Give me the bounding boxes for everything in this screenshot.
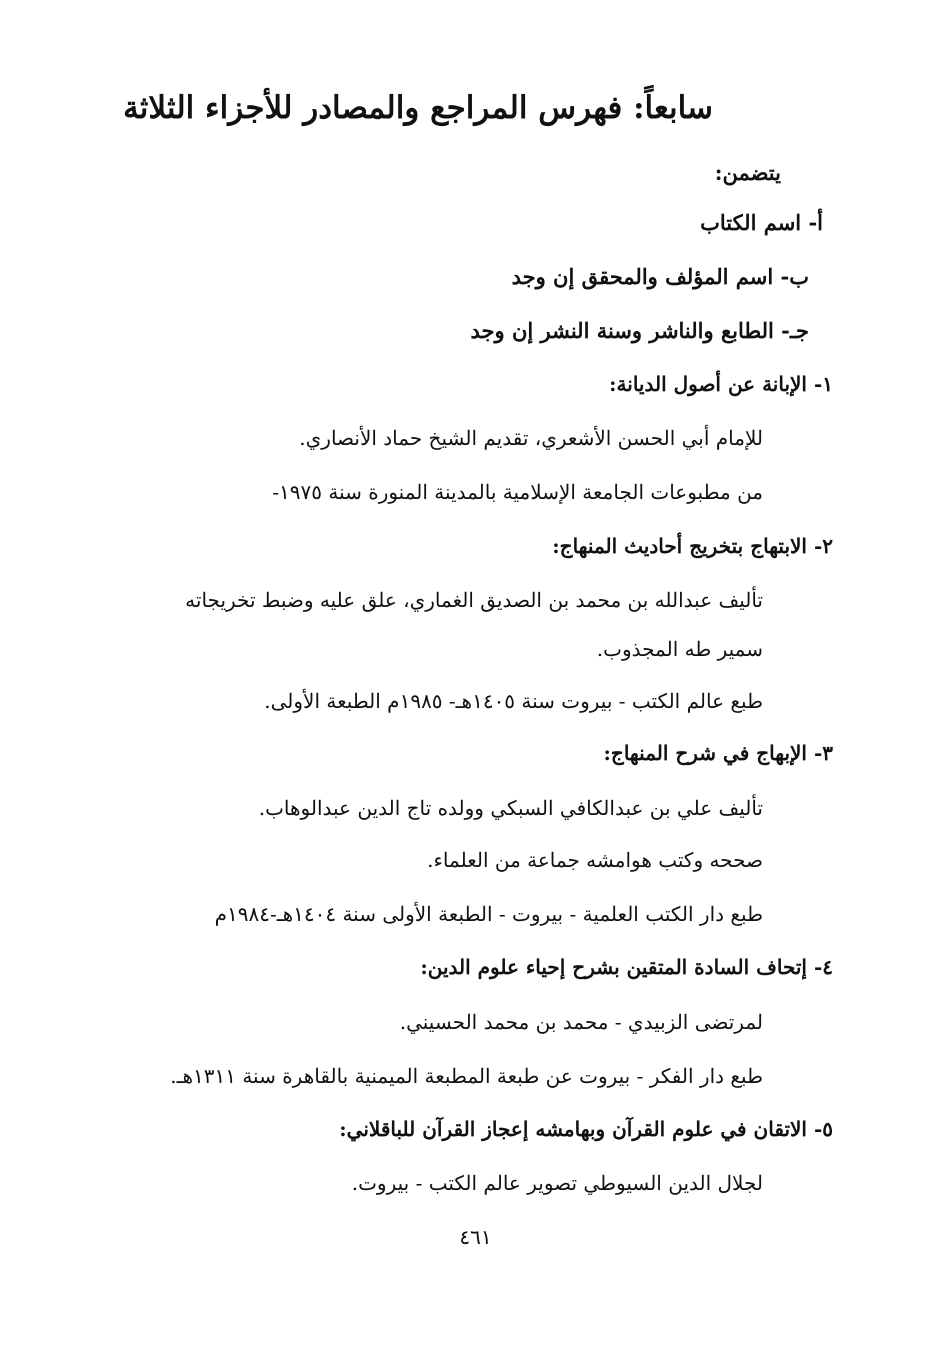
entry-3-line-1: تأليف علي بن عبدالكافي السبكي وولده تاج الدين عبدالوهاب. bbox=[258, 796, 763, 820]
entry-1-heading: ١- الإبانة عن أصول الديانة: bbox=[609, 372, 833, 396]
entry-5-heading: ٥- الاتقان في علوم القرآن وبهامشه إعجاز القرآن للباقلاني: bbox=[339, 1117, 833, 1141]
entry-1-line-2: من مطبوعات الجامعة الإسلامية بالمدينة المنورة سنة ١٩٧٥- bbox=[272, 480, 763, 504]
entry-2-heading: ٢- الابتهاج بتخريج أحاديث المنهاج: bbox=[552, 534, 833, 558]
entry-3-heading: ٣- الإبهاج في شرح المنهاج: bbox=[603, 741, 833, 765]
page-title: سابعاً: فهرس المراجع والمصادر للأجزاء الثلاثة bbox=[123, 90, 713, 126]
entry-1-line-1: للإمام أبي الحسن الأشعري، تقديم الشيخ حماد الأنصاري. bbox=[299, 426, 763, 450]
entry-4-line-2: طبع دار الفكر - بيروت عن طبعة المطبعة الميمنية بالقاهرة سنة ١٣١١هـ. bbox=[170, 1064, 763, 1088]
entry-4-heading: ٤- إتحاف السادة المتقين بشرح إحياء علوم الدين: bbox=[420, 955, 833, 979]
entry-2-line-2: سمير طه المجذوب. bbox=[596, 637, 763, 661]
intro-label: يتضمن: bbox=[714, 160, 781, 185]
intro-item-a: أ- اسم الكتاب bbox=[700, 210, 823, 235]
intro-item-b: ب- اسم المؤلف والمحقق إن وجد bbox=[511, 264, 809, 289]
page-number: ٤٦١ bbox=[459, 1225, 492, 1249]
entry-4-line-1: لمرتضى الزبيدي - محمد بن محمد الحسيني. bbox=[399, 1010, 763, 1034]
entry-5-line-1: لجلال الدين السيوطي تصوير عالم الكتب - بيروت. bbox=[351, 1171, 763, 1195]
entry-2-line-1: تأليف عبدالله بن محمد بن الصديق الغماري، علق عليه وضبط تخريجاته bbox=[185, 588, 763, 612]
entry-3-line-2: صححه وكتب هوامشه جماعة من العلماء. bbox=[427, 848, 763, 872]
intro-item-c: جـ- الطابع والناشر وسنة النشر إن وجد bbox=[470, 318, 809, 343]
entry-2-line-3: طبع عالم الكتب - بيروت سنة ١٤٠٥هـ- ١٩٨٥م الطبعة الأولى. bbox=[264, 689, 763, 713]
entry-3-line-3: طبع دار الكتب العلمية - بيروت - الطبعة الأولى سنة ١٤٠٤هـ-١٩٨٤م bbox=[214, 902, 763, 926]
